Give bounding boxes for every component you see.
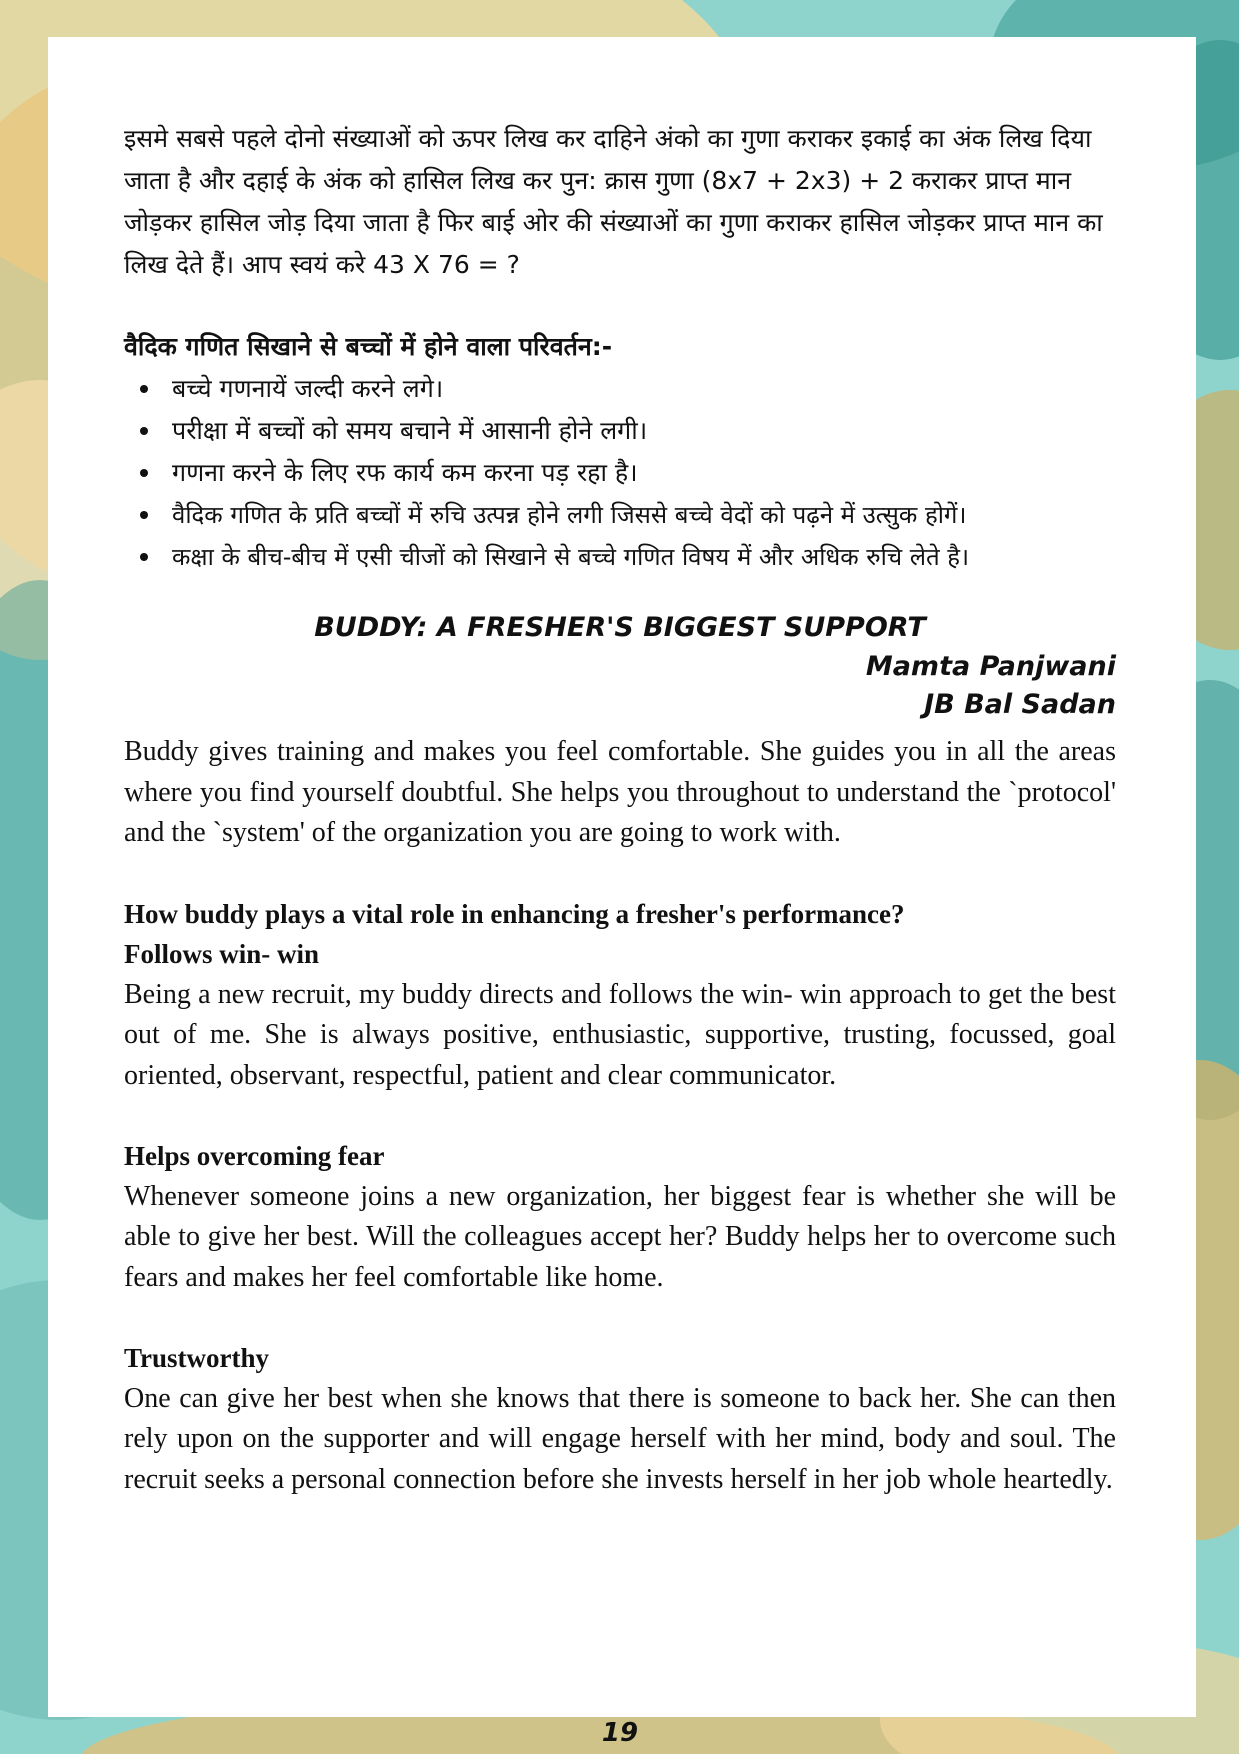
section-heading: Trustworthy [124,1343,269,1373]
section-text: One can give her best when she knows that there is someone to back her. She can then rely upon on the supporter and will engage herself with her mind, body and soul. The recruit seeks a personal connection before she invests herself in her job whole heartedly. [124,1382,1116,1495]
page-number: 19 [601,1718,639,1748]
list-item: परीक्षा में बच्चों को समय बचाने में आसानी होने लगी। [134,410,1116,452]
bullet-icon [140,553,148,561]
bullet-icon [140,511,148,519]
section-text: Whenever someone joins a new organization, her biggest fear is whether she will be able to give her best. Will the colleagues accept her? Buddy helps her to overcome such fears and makes her feel comfortable like home. [124,1180,1116,1293]
bullet-icon [140,427,148,435]
list-item: वैदिक गणित के प्रति बच्चों में रुचि उत्पन्न होने लगी जिससे बच्चे वेदों को पढ़ने में उत्सुक होगें। [134,494,1116,536]
article-intro: Buddy gives training and makes you feel comfortable. She guides you in all the areas where you find yourself doubtful. She helps you throughout to understand the `protocol' and the `system' of the organization you are going to work with. [124,736,1116,848]
article-question: How buddy plays a vital role in enhancing a fresher's performance? [124,898,905,929]
author-name: Mamta Panjwani [865,651,1116,682]
author-school: JB Bal Sadan [924,689,1116,720]
section-text: Being a new recruit, my buddy directs and follows the win- win approach to get the best out of me. She is always positive, enthusiastic, supportive, trusting, focussed, goal oriented, observant, respectful, patient and clear communicator. [124,978,1116,1091]
article-title: BUDDY: A FRESHER'S BIGGEST SUPPORT [314,612,926,643]
list-item: कक्षा के बीच-बीच में एसी चीजों को सिखाने से बच्चे गणित विषय में और अधिक रुचि लेते है। [134,536,1116,578]
hindi-section-heading: वैदिक गणित सिखाने से बच्चों में होने वाला परिवर्तन:- [124,332,613,361]
bullet-icon [140,385,148,393]
hindi-bullet-list [124,368,1116,578]
page-content [124,118,1116,1500]
list-item: गणना करने के लिए रफ कार्य कम करना पड़ रहा है। [134,452,1116,494]
bullet-icon [140,469,148,477]
hindi-paragraph: इसमे सबसे पहले दोनो संख्याओं को ऊपर लिख कर दाहिने अंको का गुणा कराकर इकाई का अंक लिख दिया जाता है और दहाई के अंक को हासिल लिख कर पुन: क्रास गुणा (8x7 + 2x3) + 2 कराकर प्राप्त मान जोड़कर हासिल जोड़ दिया जाता है फिर बाई ओर की संख्याओं का गुणा कराकर हासिल जोड़कर प्राप्त मान का लिख देते हैं। आप स्वयं करे 43 X 76 = ? [124,124,1103,279]
list-item: बच्चे गणनायें जल्दी करने लगे। [134,368,1116,410]
section-heading: Helps overcoming fear [124,1141,385,1171]
section-heading: Follows win- win [124,939,320,969]
